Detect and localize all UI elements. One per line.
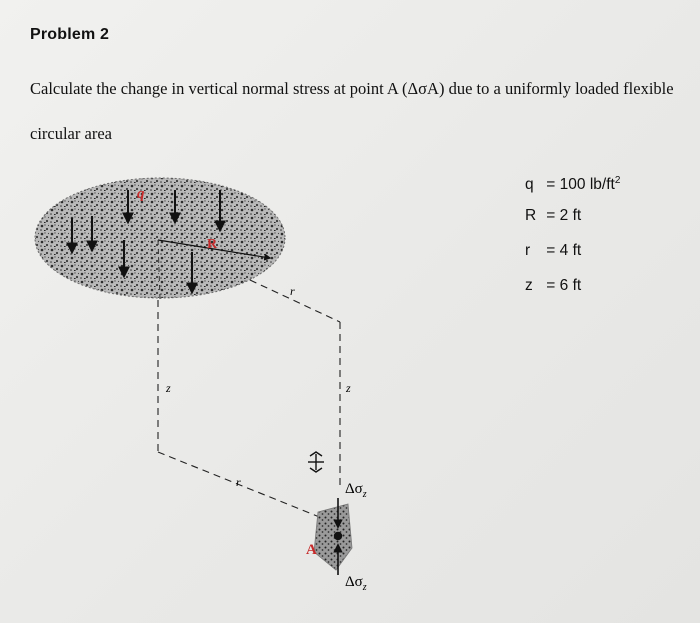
stress-label-bottom: $\Delta\sigma_z$	[345, 574, 367, 593]
load-label: q	[137, 186, 145, 202]
soil-element	[314, 504, 352, 570]
given-superscript: 2	[614, 175, 621, 186]
dashed-geometry	[158, 280, 340, 518]
given-symbol: z	[525, 277, 533, 294]
given-value: 4 ft	[559, 242, 582, 259]
given-eq: =	[542, 207, 560, 224]
z-label-left: z	[166, 381, 171, 395]
point-A-label: A	[306, 542, 317, 558]
given-eq: =	[542, 277, 560, 294]
given-symbol: r	[525, 242, 531, 259]
given-symbol: R	[525, 207, 537, 224]
problem-statement: Calculate the change in vertical normal stress at point A (ΔσA) due to a uniformly loaded flexible circular area	[30, 79, 674, 143]
stress-label-top: $\Delta\sigma_z$	[345, 481, 367, 500]
r-label-bottom: r	[236, 475, 241, 489]
given-value: 6 ft	[559, 277, 582, 294]
radius-label: R	[207, 237, 218, 252]
given-value: 2 ft	[559, 207, 582, 224]
r-label-top: r	[290, 284, 295, 298]
problem-title: Problem 2	[30, 26, 110, 43]
given-value: 100 lb/ft	[559, 176, 615, 194]
given-symbol: q	[525, 176, 534, 194]
cross-symbol	[308, 452, 324, 472]
given-eq: =	[542, 242, 560, 259]
point-A	[334, 532, 342, 540]
z-label-right: z	[346, 381, 351, 395]
given-eq: =	[542, 176, 560, 194]
